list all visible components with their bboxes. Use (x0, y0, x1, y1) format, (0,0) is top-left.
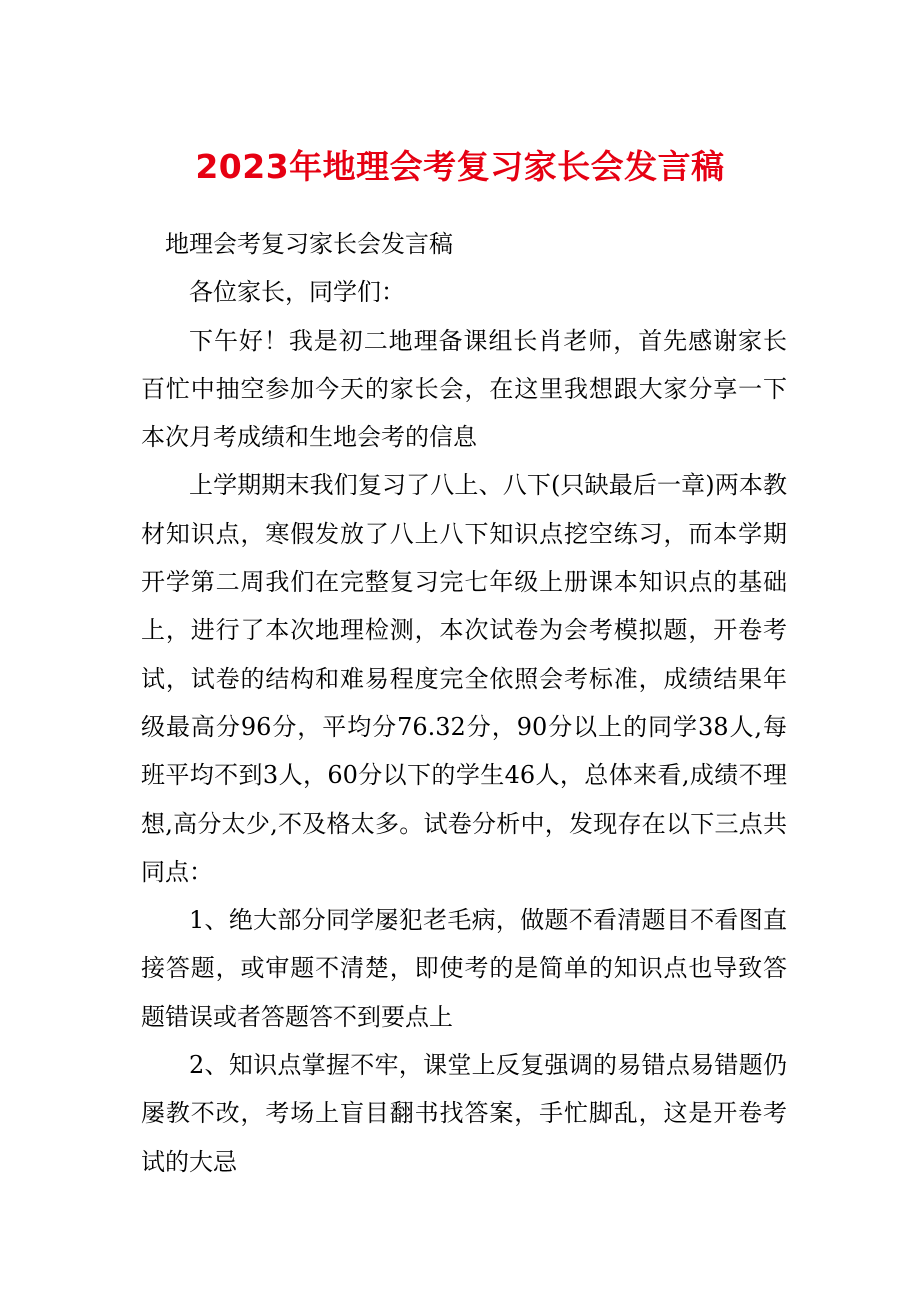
paragraph-point-2: 2、知识点掌握不牢，课堂上反复强调的易错点易错题仍屡教不改，考场上盲目翻书找答案，手忙脚乱，这是开卷考试的大忌 (141, 1051, 787, 1176)
paragraph-exam-summary: 上学期期末我们复习了八上、八下(只缺最后一章)两本教材知识点，寒假发放了八上八下知识点挖空练习，而本学期开学第二周我们在完整复习完七年级上册课本知识点的基础上，进行了本次地理检测，本次试卷为会考模拟题，开卷考试，试卷的结构和难易程度完全依照会考标准，成绩结果年级最高分96分，平均分76.32分，90分以上的同学38人,每班平均不到3人，60分以下的学生46人，总体来看,成绩不理想,高分太少,不及格太多。试卷分析中，发现存在以下三点共同点： (141, 471, 787, 886)
paragraph-intro: 下午好！我是初二地理备课组长肖老师，首先感谢家长百忙中抽空参加今天的家长会，在这里我想跟大家分享一下本次月考成绩和生地会考的信息 (141, 326, 787, 452)
document-body (141, 220, 787, 1186)
paragraph-greeting: 各位家长，同学们： (189, 278, 405, 307)
document-title: 2023年地理会考复习家长会发言稿 (195, 147, 725, 186)
paragraph-subtitle: 地理会考复习家长会发言稿 (165, 230, 453, 258)
paragraph-point-1: 1、绝大部分同学屡犯老毛病，做题不看清题目不看图直接答题，或审题不清楚，即使考的是简单的知识点也导致答题错误或者答题答不到要点上 (141, 906, 787, 1031)
